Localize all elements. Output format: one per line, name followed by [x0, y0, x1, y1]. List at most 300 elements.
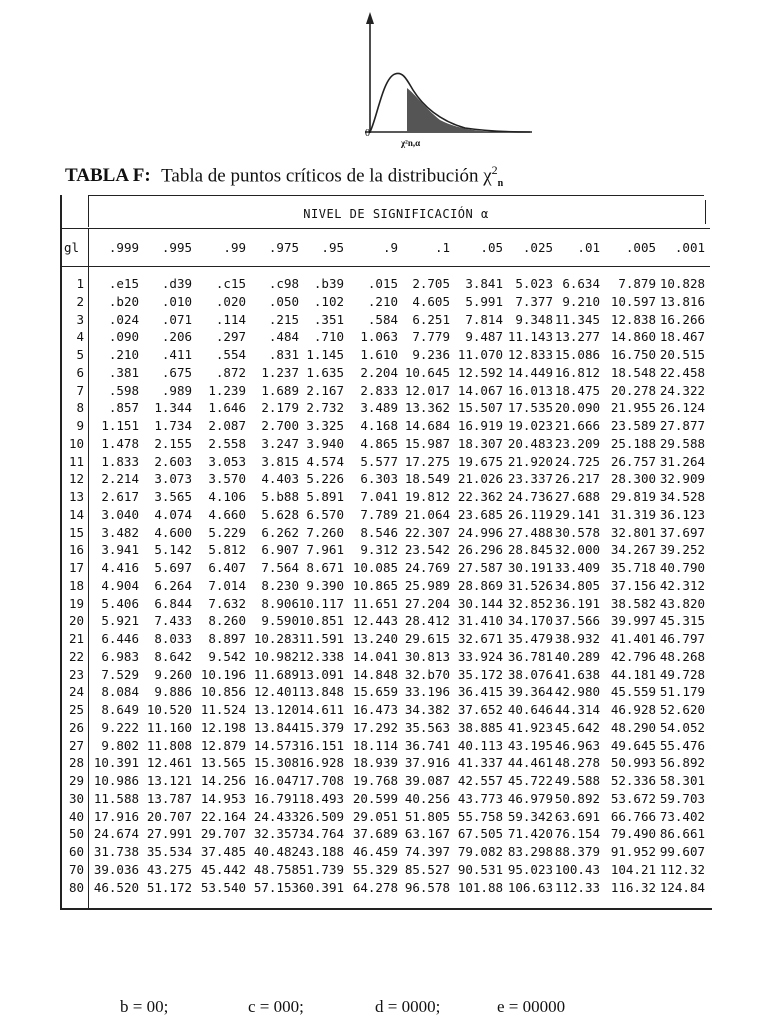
degrees-of-freedom: 20 — [68, 613, 84, 629]
critical-value: 10.982 — [253, 648, 299, 664]
critical-value: 25.188 — [610, 435, 656, 451]
critical-value: 32.671 — [457, 631, 503, 646]
critical-value: .297 — [215, 329, 246, 345]
critical-value: 5.023 — [515, 276, 553, 291]
column-header-alpha: .05 — [480, 240, 503, 255]
critical-value: .090 — [108, 329, 139, 345]
critical-value: 91.952 — [610, 844, 656, 859]
critical-value: 10.597 — [610, 293, 656, 309]
critical-value: 42.796 — [610, 648, 656, 664]
table-title — [65, 163, 503, 189]
critical-value: 64.278 — [352, 879, 398, 895]
critical-value: 90.531 — [457, 861, 503, 877]
critical-value: 12.833 — [507, 347, 553, 362]
critical-value: 13.121 — [146, 773, 192, 788]
critical-value: 3.489 — [360, 400, 398, 416]
critical-value: 19.768 — [352, 773, 398, 788]
critical-value: 35.534 — [146, 844, 192, 859]
critical-value: 46.797 — [659, 631, 705, 646]
degrees-of-freedom: 11 — [68, 453, 84, 469]
critical-value: 4.904 — [101, 577, 139, 593]
critical-value: 23.209 — [554, 435, 600, 451]
critical-value: 2.700 — [261, 418, 299, 433]
table-row — [60, 524, 710, 542]
critical-value: 2.603 — [154, 453, 192, 469]
table-row — [60, 861, 710, 879]
degrees-of-freedom: 1 — [76, 276, 84, 291]
critical-value: 11.524 — [200, 702, 246, 717]
critical-value: 8.642 — [154, 648, 192, 664]
critical-value: 39.997 — [610, 613, 656, 629]
critical-value: 43.188 — [298, 844, 344, 859]
critical-value: .872 — [215, 364, 246, 380]
table-row — [60, 453, 710, 471]
critical-value: 4.865 — [360, 435, 398, 451]
table-row — [60, 364, 710, 382]
critical-value: 38.885 — [457, 719, 503, 735]
critical-value: 20.599 — [352, 790, 398, 806]
critical-value: 24.725 — [554, 453, 600, 469]
critical-value: 29.051 — [352, 808, 398, 824]
critical-value: 6.634 — [562, 276, 600, 291]
critical-value: 27.877 — [659, 418, 705, 433]
critical-value: 16.750 — [610, 347, 656, 362]
critical-value: 4.605 — [412, 293, 450, 309]
critical-value: 16.151 — [298, 737, 344, 753]
degrees-of-freedom: 17 — [68, 560, 84, 575]
critical-value: 16.013 — [507, 382, 553, 398]
critical-value: 37.485 — [200, 844, 246, 859]
critical-value: 7.789 — [360, 506, 398, 522]
svg-text:0: 0 — [365, 128, 370, 139]
critical-value: 44.461 — [507, 755, 553, 771]
critical-value: 10.085 — [352, 560, 398, 575]
critical-value: 24.769 — [404, 560, 450, 575]
critical-value: 32.357 — [253, 826, 299, 842]
critical-value: 3.247 — [261, 435, 299, 451]
degrees-of-freedom: 23 — [68, 666, 84, 682]
critical-value: 51.172 — [146, 879, 192, 895]
critical-value: 27.488 — [507, 524, 553, 540]
critical-value: .102 — [313, 293, 344, 309]
column-header-alpha: .005 — [625, 240, 656, 255]
critical-value: 16.047 — [253, 773, 299, 788]
critical-value: 11.160 — [146, 719, 192, 735]
critical-value: .210 — [108, 347, 139, 362]
critical-value: 20.090 — [554, 400, 600, 416]
critical-value: 26.217 — [554, 471, 600, 487]
critical-value: .989 — [161, 382, 192, 398]
critical-value: 13.277 — [554, 329, 600, 345]
critical-value: 9.222 — [101, 719, 139, 735]
critical-value: 40.113 — [457, 737, 503, 753]
critical-value: 20.278 — [610, 382, 656, 398]
critical-value: 8.260 — [208, 613, 246, 629]
critical-value: 83.298 — [507, 844, 553, 859]
critical-value: 36.123 — [659, 506, 705, 522]
critical-value: 1.646 — [208, 400, 246, 416]
critical-value: 6.446 — [101, 631, 139, 646]
critical-value: 34.528 — [659, 489, 705, 504]
critical-value: 13.848 — [298, 684, 344, 700]
critical-value: 29.141 — [554, 506, 600, 522]
critical-value: 49.645 — [610, 737, 656, 753]
critical-value: 1.239 — [208, 382, 246, 398]
critical-value: 5.628 — [261, 506, 299, 522]
critical-value: 12.017 — [404, 382, 450, 398]
degrees-of-freedom: 8 — [76, 400, 84, 416]
critical-value: 14.860 — [610, 329, 656, 345]
degrees-of-freedom: 22 — [68, 648, 84, 664]
critical-value: 35.479 — [507, 631, 553, 646]
table-row — [60, 737, 710, 755]
critical-value: 39.252 — [659, 542, 705, 558]
critical-value: 35.563 — [404, 719, 450, 735]
critical-value: 6.983 — [101, 648, 139, 664]
critical-value: 34.805 — [554, 577, 600, 593]
critical-value: 17.292 — [352, 719, 398, 735]
table-row — [60, 311, 710, 329]
critical-value: .020 — [215, 293, 246, 309]
critical-value: 55.476 — [659, 737, 705, 753]
critical-value: 40.256 — [404, 790, 450, 806]
critical-value: 4.074 — [154, 506, 192, 522]
degrees-of-freedom: 18 — [68, 577, 84, 593]
degrees-of-freedom: 14 — [68, 506, 84, 522]
table-row — [60, 648, 710, 666]
critical-value: 6.844 — [154, 595, 192, 611]
critical-value: 5.142 — [154, 542, 192, 558]
table-row — [60, 470, 710, 488]
critical-value: 2.155 — [154, 435, 192, 451]
legend-e: e = 00000 — [497, 997, 566, 1016]
critical-value: 46.928 — [610, 702, 656, 717]
critical-value: 45.559 — [610, 684, 656, 700]
critical-value: 38.582 — [610, 595, 656, 611]
critical-value: 17.916 — [93, 808, 139, 824]
critical-value: 28.845 — [507, 542, 553, 558]
critical-value: 34.267 — [610, 542, 656, 558]
table-title-text: Tabla de puntos críticos de la distribución χ — [161, 165, 492, 187]
critical-value: 9.802 — [101, 737, 139, 753]
critical-value: 8.671 — [306, 560, 344, 575]
table-row — [60, 790, 710, 808]
critical-value: 45.315 — [659, 613, 705, 629]
critical-value: 23.337 — [507, 471, 553, 487]
critical-value: 5.991 — [465, 293, 503, 309]
critical-value: 3.325 — [306, 418, 344, 433]
table-row — [60, 417, 710, 435]
critical-value: 34.764 — [298, 826, 344, 842]
table-row — [60, 825, 710, 843]
table-row — [60, 577, 710, 595]
critical-value: 31.738 — [93, 844, 139, 859]
critical-value: 1.478 — [101, 435, 139, 451]
critical-value: 37.652 — [457, 702, 503, 717]
critical-value: 2.204 — [360, 364, 398, 380]
critical-value: 19.023 — [507, 418, 553, 433]
critical-value: 3.815 — [261, 453, 299, 469]
critical-value: 35.718 — [610, 560, 656, 575]
critical-value: .598 — [108, 382, 139, 398]
critical-value: 37.156 — [610, 577, 656, 593]
critical-value: 11.808 — [146, 737, 192, 753]
critical-value: 4.106 — [208, 489, 246, 504]
critical-value: 13.120 — [253, 702, 299, 717]
critical-value: 3.073 — [154, 471, 192, 487]
column-header-divider — [60, 266, 710, 267]
critical-value: 41.401 — [610, 631, 656, 646]
critical-value: 9.210 — [562, 293, 600, 309]
critical-value: 10.851 — [298, 613, 344, 629]
degrees-of-freedom: 7 — [76, 382, 84, 398]
table-row — [60, 275, 710, 293]
critical-value: 26.509 — [298, 808, 344, 824]
critical-value: 6.262 — [261, 524, 299, 540]
critical-value: 2.833 — [360, 382, 398, 398]
critical-value: 10.391 — [93, 755, 139, 771]
critical-value: 26.296 — [457, 542, 503, 558]
critical-value: 10.856 — [200, 684, 246, 700]
critical-value: 7.961 — [306, 542, 344, 558]
critical-value: 73.402 — [659, 808, 705, 824]
critical-value: 41.638 — [554, 666, 600, 682]
critical-value: 1.689 — [261, 382, 299, 398]
critical-value: 5.891 — [306, 489, 344, 504]
critical-value: 12.461 — [146, 755, 192, 771]
degrees-of-freedom: 50 — [68, 826, 84, 842]
critical-value: 32.b70 — [404, 666, 450, 682]
critical-value: 29.819 — [610, 489, 656, 504]
table-row — [60, 382, 710, 400]
critical-value: 27.204 — [404, 595, 450, 611]
critical-value: 9.312 — [360, 542, 398, 558]
critical-value: 1.344 — [154, 400, 192, 416]
critical-value: 88.379 — [554, 844, 600, 859]
critical-value: 30.191 — [507, 560, 553, 575]
critical-value: 36.781 — [507, 648, 553, 664]
critical-value: 6.251 — [412, 311, 450, 327]
critical-value: 50.993 — [610, 755, 656, 771]
critical-value: 22.164 — [200, 808, 246, 824]
critical-value: .c98 — [268, 276, 299, 291]
table-row — [60, 293, 710, 311]
critical-value: 9.886 — [154, 684, 192, 700]
degrees-of-freedom: 30 — [68, 790, 84, 806]
critical-value: 14.041 — [352, 648, 398, 664]
critical-value: 31.410 — [457, 613, 503, 629]
critical-value: 53.540 — [200, 879, 246, 895]
critical-value: 9.348 — [515, 311, 553, 327]
critical-value: .210 — [367, 293, 398, 309]
column-header-alpha: .1 — [434, 240, 450, 255]
critical-value: .351 — [313, 311, 344, 327]
critical-value: 4.403 — [261, 471, 299, 487]
critical-value: 7.564 — [261, 560, 299, 575]
column-header-alpha: .01 — [577, 240, 600, 255]
critical-value: 55.758 — [457, 808, 503, 824]
critical-value: 35.172 — [457, 666, 503, 682]
critical-value: 7.529 — [101, 666, 139, 682]
critical-value: 21.064 — [404, 506, 450, 522]
critical-value: 42.557 — [457, 773, 503, 788]
critical-value: .584 — [367, 311, 398, 327]
critical-value: 45.722 — [507, 773, 553, 788]
critical-value: 17.535 — [507, 400, 553, 416]
degrees-of-freedom: 19 — [68, 595, 84, 611]
critical-value: .015 — [367, 276, 398, 291]
critical-value: 31.264 — [659, 453, 705, 469]
critical-value: 16.473 — [352, 702, 398, 717]
critical-value: 41.337 — [457, 755, 503, 771]
critical-value: 30.578 — [554, 524, 600, 540]
critical-value: 9.260 — [154, 666, 192, 682]
critical-value: 12.338 — [298, 648, 344, 664]
critical-value: 13.565 — [200, 755, 246, 771]
critical-value: 106.63 — [507, 879, 553, 895]
critical-value: 16.791 — [253, 790, 299, 806]
critical-value: 11.070 — [457, 347, 503, 362]
critical-value: 10.520 — [146, 702, 192, 717]
critical-value: 1.610 — [360, 347, 398, 362]
critical-value: 13.844 — [253, 719, 299, 735]
alpha-column-headers — [60, 240, 710, 260]
critical-value: 49.728 — [659, 666, 705, 682]
critical-value: 99.607 — [659, 844, 705, 859]
critical-value: 3.482 — [101, 524, 139, 540]
critical-value: 79.490 — [610, 826, 656, 842]
critical-value: 18.549 — [404, 471, 450, 487]
critical-value: 17.708 — [298, 773, 344, 788]
critical-value: 10.196 — [200, 666, 246, 682]
critical-value: 39.364 — [507, 684, 553, 700]
degrees-of-freedom: 29 — [68, 773, 84, 788]
critical-value: 13.787 — [146, 790, 192, 806]
critical-value: 1.734 — [154, 418, 192, 433]
critical-value: 63.167 — [404, 826, 450, 842]
critical-value: 29.615 — [404, 631, 450, 646]
critical-value: 8.230 — [261, 577, 299, 593]
critical-value: 6.570 — [306, 506, 344, 522]
critical-value: 10.117 — [298, 595, 344, 611]
critical-value: 14.953 — [200, 790, 246, 806]
critical-value: 1.237 — [261, 364, 299, 380]
critical-value: 29.588 — [659, 435, 705, 451]
critical-value: 23.589 — [610, 418, 656, 433]
critical-value: 7.632 — [208, 595, 246, 611]
critical-value: 4.660 — [208, 506, 246, 522]
title-subscript: n — [497, 178, 504, 190]
critical-value: 15.659 — [352, 684, 398, 700]
table-row — [60, 488, 710, 506]
legend-b: b = 00; — [120, 997, 169, 1016]
critical-value: 25.989 — [404, 577, 450, 593]
critical-value: 59.703 — [659, 790, 705, 806]
critical-value: 11.591 — [298, 631, 344, 646]
table-row — [60, 772, 710, 790]
table-row — [60, 701, 710, 719]
critical-value: 30.144 — [457, 595, 503, 611]
critical-value: 112.33 — [554, 879, 600, 895]
degrees-of-freedom: 21 — [68, 631, 84, 646]
critical-value: 3.940 — [306, 435, 344, 451]
degrees-of-freedom: 13 — [68, 489, 84, 504]
critical-value: 28.300 — [610, 471, 656, 487]
critical-value: 21.920 — [507, 453, 553, 469]
table-row — [60, 683, 710, 701]
degrees-of-freedom: 70 — [68, 861, 84, 877]
degrees-of-freedom: 80 — [68, 879, 84, 895]
table-row — [60, 435, 710, 453]
critical-value: 6.264 — [154, 577, 192, 593]
critical-value: 40.482 — [253, 844, 299, 859]
table-row — [60, 595, 710, 613]
header-right-mark — [705, 200, 706, 224]
critical-value: 38.932 — [554, 631, 600, 646]
critical-value: 18.307 — [457, 435, 503, 451]
critical-value: 18.548 — [610, 364, 656, 380]
critical-value: 11.588 — [93, 790, 139, 806]
critical-value: 1.145 — [306, 347, 344, 362]
critical-value: 32.852 — [507, 595, 553, 611]
critical-value: 104.21 — [610, 861, 656, 877]
critical-value: 79.082 — [457, 844, 503, 859]
critical-value: 7.260 — [306, 524, 344, 540]
critical-value: 6.407 — [208, 560, 246, 575]
critical-value: .381 — [108, 364, 139, 380]
critical-value: 43.195 — [507, 737, 553, 753]
critical-value: 6.303 — [360, 471, 398, 487]
critical-value: 27.587 — [457, 560, 503, 575]
table-row — [60, 612, 710, 630]
header-divider — [60, 228, 710, 229]
density-curve-graphic — [355, 8, 535, 158]
critical-value: 112.32 — [659, 861, 705, 877]
critical-value: 100.43 — [554, 861, 600, 877]
critical-value: 85.527 — [404, 861, 450, 877]
degrees-of-freedom: 60 — [68, 844, 84, 859]
critical-value: 24.736 — [507, 489, 553, 504]
column-header-alpha: .025 — [522, 240, 553, 255]
degrees-of-freedom: 10 — [68, 435, 84, 451]
table-row — [60, 719, 710, 737]
critical-value: 15.987 — [404, 435, 450, 451]
critical-value: 12.592 — [457, 364, 503, 380]
critical-value: 58.301 — [659, 773, 705, 788]
critical-value: 5.921 — [101, 613, 139, 629]
critical-value: .050 — [268, 293, 299, 309]
critical-value: 10.283 — [253, 631, 299, 646]
critical-value: 48.758 — [253, 861, 299, 877]
critical-value: 9.542 — [208, 648, 246, 664]
critical-value: 15.379 — [298, 719, 344, 735]
critical-value: 37.566 — [554, 613, 600, 629]
critical-value: 50.892 — [554, 790, 600, 806]
critical-value: 24.996 — [457, 524, 503, 540]
critical-value: .206 — [161, 329, 192, 345]
critical-value: 4.600 — [154, 524, 192, 540]
critical-value: 67.505 — [457, 826, 503, 842]
critical-value: 21.666 — [554, 418, 600, 433]
table-row — [60, 346, 710, 364]
critical-value: 56.892 — [659, 755, 705, 771]
critical-value: 36.741 — [404, 737, 450, 753]
table-row — [60, 399, 710, 417]
critical-value: .c15 — [215, 276, 246, 291]
critical-value: 1.151 — [101, 418, 139, 433]
critical-values-table — [60, 275, 710, 896]
critical-value: 31.526 — [507, 577, 553, 593]
